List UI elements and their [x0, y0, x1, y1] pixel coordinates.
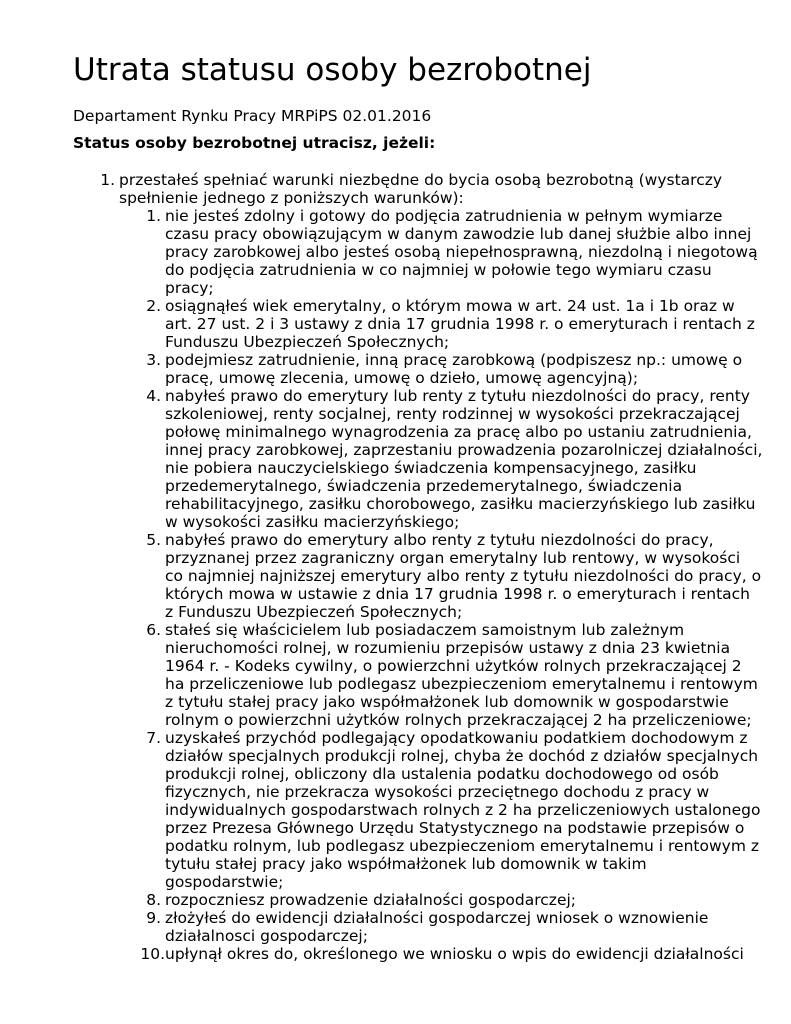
sub-list-item — [119, 891, 763, 909]
sub-list-item — [119, 621, 763, 729]
sub-list-item-text: nabyłeś prawo do emerytury lub renty z tytułu niezdolności do pracy, renty szkoleniowej, renty socjalnej, renty rodzinnej w wysokości przekraczającej połowę minimalnego wynagrodzenia za pracę albo po ustaniu zatrudnienia, innej pracy zarobkowej, zaprzestaniu prowadzenia pozarolniczej działalności, nie pobiera nauczycielskiego świadczenia kompensacyjnego, zasiłku przedemerytalnego, świadczenia przedemerytalnego, świadczenia rehabilitacyjnego, zasiłku chorobowego, zasiłku macierzyńskiego lub zasiłku w wysokości zasiłku macierzyńskiego; — [165, 387, 763, 531]
list-item — [73, 171, 773, 963]
list-item-number: 1. — [100, 171, 115, 189]
sub-list-item-number: 10. — [140, 945, 165, 963]
document-byline: Departament Rynku Pracy MRPiPS 02.01.2016 — [73, 107, 432, 125]
sub-list-item-number: 1. — [146, 207, 161, 225]
sub-list-item-number: 9. — [146, 909, 161, 927]
sub-list-item-number: 7. — [146, 729, 161, 747]
section-lead: Status osoby bezrobotnej utracisz, jeżeli: — [73, 134, 436, 152]
sub-list-item — [119, 945, 763, 963]
sub-list-item-text: rozpoczniesz prowadzenie działalności gospodarczej; — [165, 891, 577, 909]
sub-list-item-number: 3. — [146, 351, 161, 369]
sub-list-item-text: uzyskałeś przychód podlegający opodatkowaniu podatkiem dochodowym z działów specjalnych produkcji rolnej, chyba że dochód z działów specjalnych produkcji rolnej, obliczony dla ustalenia podatku dochodowego od osób fizycznych, nie przekracza wysokości przeciętnego dochodu z pracy w indywidualnych gospodarstwach rolnych z 2 ha przeliczeniowych ustalonego przez Prezesa Głównego Urzędu Statystycznego na podstawie przepisów o podatku rolnym, lub podlegasz ubezpieczeniom emerytalnemu i rentowym z tytułu stałej pracy jako współmałżonek lub domownik w takim gospodarstwie; — [165, 729, 761, 891]
sub-list-item — [119, 531, 763, 621]
sub-list — [119, 207, 773, 963]
sub-list-item — [119, 207, 763, 297]
sub-list-item-number: 6. — [146, 621, 161, 639]
sub-list-item-number: 5. — [146, 531, 161, 549]
sub-list-item-text: nabyłeś prawo do emerytury albo renty z tytułu niezdolności do pracy, przyznanej przez zagraniczny organ emerytalny lub rentowy, w wysokości co najmniej najniższej emerytury albo renty z tytułu niezdolności do pracy, o których mowa w ustawie z dnia 17 grudnia 1998 r. o emeryturach i rentach z Funduszu Ubezpieczeń Społecznych; — [165, 531, 762, 621]
sub-list-item-number: 4. — [146, 387, 161, 405]
list-item-text: przestałeś spełniać warunki niezbędne do bycia osobą bezrobotną (wystarczy spełnienie jednego z poniższych warunków): — [119, 171, 723, 207]
document-title: Utrata statusu osoby bezrobotnej — [73, 52, 592, 88]
sub-list-item-text: nie jesteś zdolny i gotowy do podjęcia zatrudnienia w pełnym wymiarze czasu pracy obowiązującym w danym zawodzie lub danej służbie albo innej pracy zarobkowej albo jesteś osobą niepełnosprawną, niezdolną i niegotową do podjęcia zatrudnienia w co najmniej w połowie tego wymiaru czasu pracy; — [165, 207, 758, 297]
sub-list-item-text: podejmiesz zatrudnienie, inną pracę zarobkową (podpiszesz np.: umowę o pracę, umowę zlecenia, umowę o dzieło, umowę agencyjną); — [165, 351, 743, 387]
sub-list-item-text: złożyłeś do ewidencji działalności gospodarczej wniosek o wznowienie działalnosci gospodarczej; — [165, 909, 709, 945]
sub-list-item — [119, 297, 763, 351]
sub-list-item — [119, 387, 763, 531]
sub-list-item-text: upłynął okres do, określonego we wniosku o wpis do ewidencji działalności — [165, 945, 744, 963]
sub-list-item — [119, 729, 763, 891]
sub-list-item-number: 2. — [146, 297, 161, 315]
sub-list-item-text: stałeś się właścicielem lub posiadaczem samoistnym lub zależnym nieruchomości rolnej, w rozumieniu przepisów ustawy z dnia 23 kwietnia 1964 r. - Kodeks cywilny, o powierzchni użytków rolnych przekraczającej 2 ha przeliczeniowe lub podlegasz ubezpieczeniom emerytalnemu i rentowym z tytułu stałej pracy jako współmałżonek lub domownik w gospodarstwie rolnym o powierzchni użytków rolnych przekraczającej 2 ha przeliczeniowe; — [165, 621, 758, 729]
sub-list-item — [119, 351, 763, 387]
main-list — [73, 171, 773, 963]
sub-list-item-text: osiągnąłeś wiek emerytalny, o którym mowa w art. 24 ust. 1a i 1b oraz w art. 27 ust. 2 i 3 ustawy z dnia 17 grudnia 1998 r. o emeryturach i rentach z Funduszu Ubezpieczeń Społecznych; — [165, 297, 755, 351]
sub-list-item-number: 8. — [146, 891, 161, 909]
sub-list-item — [119, 909, 763, 945]
